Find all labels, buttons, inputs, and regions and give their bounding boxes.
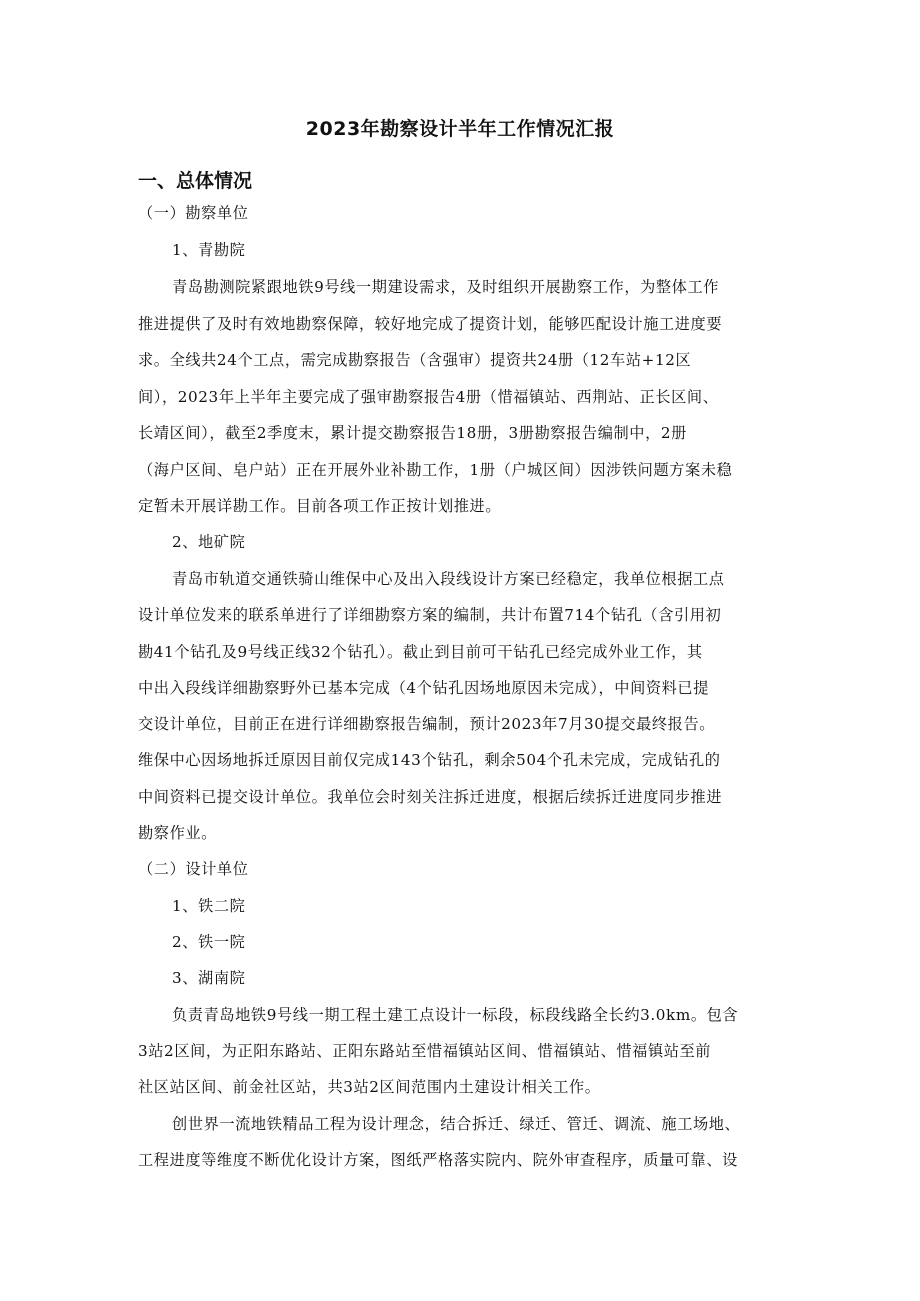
item-heading-tieyiyuan: 2、铁一院 <box>172 933 246 951</box>
paragraph-line: 设计单位发来的联系单进行了详细勘察方案的编制，共计布置714个钻孔（含引用初 <box>138 606 722 624</box>
paragraph-line: （海户区间、皂户站）正在开展外业补勘工作，1册（户城区间）因涉铁问题方案未稳 <box>138 461 733 479</box>
subsection-heading-survey: （一）勘察单位 <box>138 204 249 222</box>
paragraph-line: 求。全线共24个工点，需完成勘察报告（含强审）提资共24册（12车站+12区 <box>138 351 692 369</box>
paragraph-line: 定暂未开展详勘工作。目前各项工作正按计划推进。 <box>138 497 502 515</box>
paragraph-line: 3站2区间，为正阳东路站、正阳东路站至惜福镇站区间、惜福镇站、惜福镇站至前 <box>138 1042 712 1060</box>
item-heading-dikuang: 2、地矿院 <box>172 533 246 551</box>
paragraph-line: 勘察作业。 <box>138 824 217 842</box>
paragraph-line: 社区站区间、前金社区站，共3站2区间范围内土建设计相关工作。 <box>138 1078 601 1096</box>
paragraph-line: 勘41个钻孔及9号线正线32个钻孔）。截止到目前可干钻孔已经完成外业工作，其 <box>138 643 703 661</box>
paragraph-line: 工程进度等维度不断优化设计方案，图纸严格落实院内、院外审查程序，质量可靠、设 <box>138 1151 738 1169</box>
item-heading-hunanyuan: 3、湖南院 <box>172 969 246 987</box>
paragraph-line: 创世界一流地铁精品工程为设计理念，结合拆迁、绿迁、管迁、调流、施工场地、 <box>172 1115 741 1133</box>
paragraph-line: 青岛市轨道交通铁骑山维保中心及出入段线设计方案已经稳定，我单位根据工点 <box>172 570 725 588</box>
section-heading-overview: 一、总体情况 <box>138 170 253 192</box>
paragraph-line: 间），2023年上半年主要完成了强审勘察报告4册（惜福镇站、西荆站、正长区间、 <box>138 388 719 406</box>
paragraph-line: 中间资料已提交设计单位。我单位会时刻关注拆迁进度，根据后续拆迁进度同步推进 <box>138 788 723 806</box>
paragraph-line: 负责青岛地铁9号线一期工程土建工点设计一标段，标段线路全长约3.0km。包含 <box>172 1006 739 1024</box>
paragraph-line: 交设计单位，目前正在进行详细勘察报告编制，预计2023年7月30提交最终报告。 <box>138 715 716 733</box>
item-heading-tieeryuan: 1、铁二院 <box>172 897 246 915</box>
paragraph-line: 推进提供了及时有效地勘察保障，较好地完成了提资计划，能够匹配设计施工进度要 <box>138 315 723 333</box>
paragraph-line: 中出入段线详细勘察野外已基本完成（4个钻孔因场地原因未完成），中间资料已提 <box>138 679 710 697</box>
paragraph-line: 维保中心因场地拆迁原因目前仅完成143个钻孔，剩余504个孔未完成，完成钻孔的 <box>138 751 721 769</box>
document-title: 2023年勘察设计半年工作情况汇报 <box>305 118 615 140</box>
item-heading-qingkan: 1、青勘院 <box>172 241 246 259</box>
paragraph-line: 长靖区间），截至2季度末，累计提交勘察报告18册，3册勘察报告编制中，2册 <box>138 424 687 442</box>
subsection-heading-design: （二）设计单位 <box>138 860 249 878</box>
paragraph-line: 青岛勘测院紧跟地铁9号线一期建设需求，及时组织开展勘察工作，为整体工作 <box>172 278 720 296</box>
